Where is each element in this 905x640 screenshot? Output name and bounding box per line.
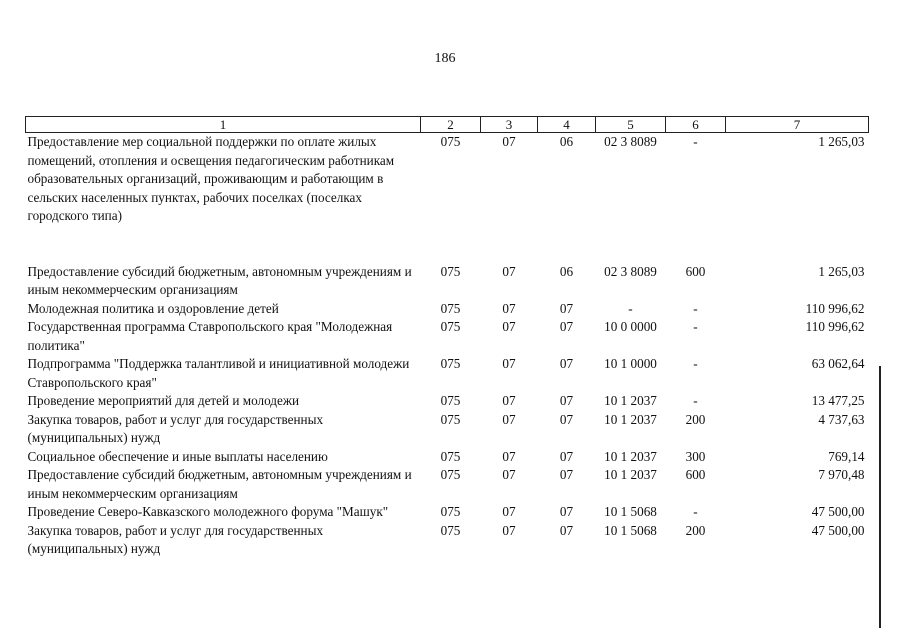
amount-cell: 7 970,48 — [818, 467, 865, 482]
expense-type-cell: 200 — [685, 411, 706, 427]
item-name-cell: Государственная программа Ставропольского края "Молодежная политика" — [27, 319, 393, 353]
item-name-cell: Социальное обеспечение и иные выплаты населению — [27, 448, 328, 464]
table-row — [26, 355, 869, 392]
subsection-cell: 07 — [559, 356, 574, 371]
code-cell: 075 — [440, 134, 461, 149]
expense-type-cell: - — [693, 300, 698, 316]
section-cell: 07 — [502, 522, 516, 538]
expense-type-cell: - — [693, 356, 698, 371]
code-cell: 075 — [440, 263, 461, 279]
target-article-cell: 02 3 8089 — [604, 134, 657, 149]
expense-type-cell: 600 — [685, 263, 706, 279]
target-article-cell: 10 1 5068 — [604, 522, 657, 538]
code-cell: 075 — [440, 522, 461, 538]
header-row — [26, 117, 869, 133]
section-cell: 07 — [502, 356, 516, 371]
amount-cell: 13 477,25 — [811, 393, 865, 408]
amount-cell: 47 500,00 — [811, 504, 865, 519]
target-article-cell: 02 3 8089 — [604, 263, 657, 279]
column-header: 2 — [421, 117, 481, 133]
target-article-cell: 10 1 5068 — [604, 504, 657, 519]
item-name-cell: Предоставление субсидий бюджетным, автономным учреждениям и иным некоммерческим организациям — [27, 263, 412, 297]
item-name-cell: Проведение мероприятий для детей и молодежи — [27, 393, 300, 408]
code-cell: 075 — [440, 448, 461, 464]
column-header: 3 — [481, 117, 538, 133]
amount-cell: 769,14 — [828, 448, 865, 464]
section-cell: 07 — [502, 504, 516, 519]
item-name-cell: Закупка товаров, работ и услуг для государственных (муниципальных) нужд — [27, 522, 324, 556]
column-header: 5 — [596, 117, 666, 133]
target-article-cell: 10 1 2037 — [604, 393, 657, 408]
column-header: 4 — [538, 117, 596, 133]
subsection-cell: 07 — [559, 467, 574, 482]
section-cell: 07 — [502, 263, 516, 279]
target-article-cell: 10 1 2037 — [604, 448, 657, 464]
table-row — [26, 522, 869, 559]
code-cell: 075 — [440, 411, 461, 427]
table-body — [26, 133, 869, 559]
budget-table — [25, 116, 869, 559]
table-row — [26, 466, 869, 503]
table-row — [26, 392, 869, 411]
expense-type-cell: - — [693, 504, 698, 519]
item-name-cell: Предоставление субсидий бюджетным, автономным учреждениям и иным некоммерческим организациям — [27, 467, 412, 501]
table-row — [26, 411, 869, 448]
page-number: 186 — [434, 51, 456, 66]
subsection-cell: 07 — [559, 393, 574, 408]
code-cell: 075 — [440, 319, 461, 334]
table-row — [26, 318, 869, 355]
subsection-cell: 07 — [559, 319, 574, 334]
column-header: 6 — [666, 117, 726, 133]
item-name-cell: Предоставление мер социальной поддержки по оплате жилых помещений, отопления и освещения педагогическим работникам образовательных организаций, проживающим и работающим в сельских населенных пунктах, рабочих поселках (поселках городского типа) — [27, 134, 395, 223]
spacer-row — [26, 226, 869, 263]
code-cell: 075 — [440, 467, 461, 482]
subsection-cell: 07 — [559, 504, 574, 519]
section-cell: 07 — [502, 300, 516, 316]
amount-cell: 1 265,03 — [818, 134, 865, 149]
section-cell: 07 — [502, 319, 516, 334]
target-article-cell: 10 1 2037 — [604, 467, 657, 482]
column-header: 1 — [26, 117, 421, 133]
amount-cell: 47 500,00 — [811, 522, 865, 538]
section-cell: 07 — [502, 411, 516, 427]
section-cell: 07 — [502, 393, 516, 408]
table-row — [26, 133, 869, 226]
section-cell: 07 — [502, 467, 516, 482]
amount-cell: 110 996,62 — [805, 319, 865, 334]
table-row — [26, 263, 869, 300]
subsection-cell: 06 — [559, 263, 574, 279]
subsection-cell: 07 — [559, 522, 574, 538]
item-name-cell: Закупка товаров, работ и услуг для государственных (муниципальных) нужд — [27, 411, 324, 445]
target-article-cell: 10 1 0000 — [604, 356, 657, 371]
expense-type-cell: 600 — [685, 467, 706, 482]
code-cell: 075 — [440, 300, 461, 316]
expense-type-cell: - — [693, 319, 698, 334]
scan-edge-line — [879, 366, 881, 628]
expense-type-cell: 200 — [685, 522, 706, 538]
amount-cell: 63 062,64 — [811, 356, 865, 371]
section-cell: 07 — [502, 134, 516, 149]
amount-cell: 4 737,63 — [818, 411, 865, 427]
column-header: 7 — [726, 117, 869, 133]
subsection-cell: 07 — [559, 411, 574, 427]
code-cell: 075 — [440, 504, 461, 519]
table-row — [26, 448, 869, 467]
target-article-cell: - — [628, 300, 633, 316]
subsection-cell: 07 — [559, 300, 574, 316]
target-article-cell: 10 0 0000 — [604, 319, 657, 334]
section-cell: 07 — [502, 448, 516, 464]
table-row — [26, 503, 869, 522]
subsection-cell: 07 — [559, 448, 574, 464]
item-name-cell: Проведение Северо-Кавказского молодежного форума "Машук" — [27, 504, 389, 519]
expense-type-cell: 300 — [685, 448, 706, 464]
code-cell: 075 — [440, 393, 461, 408]
table-row — [26, 300, 869, 319]
spacer-cell — [26, 226, 869, 263]
item-name-cell: Подпрограмма "Поддержка талантливой и инициативной молодежи Ставропольского края" — [27, 356, 410, 390]
amount-cell: 110 996,62 — [805, 300, 865, 316]
target-article-cell: 10 1 2037 — [604, 411, 657, 427]
expense-type-cell: - — [693, 393, 698, 408]
expense-type-cell: - — [693, 134, 698, 149]
subsection-cell: 06 — [559, 134, 574, 149]
amount-cell: 1 265,03 — [818, 263, 865, 279]
item-name-cell: Молодежная политика и оздоровление детей — [27, 300, 279, 316]
code-cell: 075 — [440, 356, 461, 371]
